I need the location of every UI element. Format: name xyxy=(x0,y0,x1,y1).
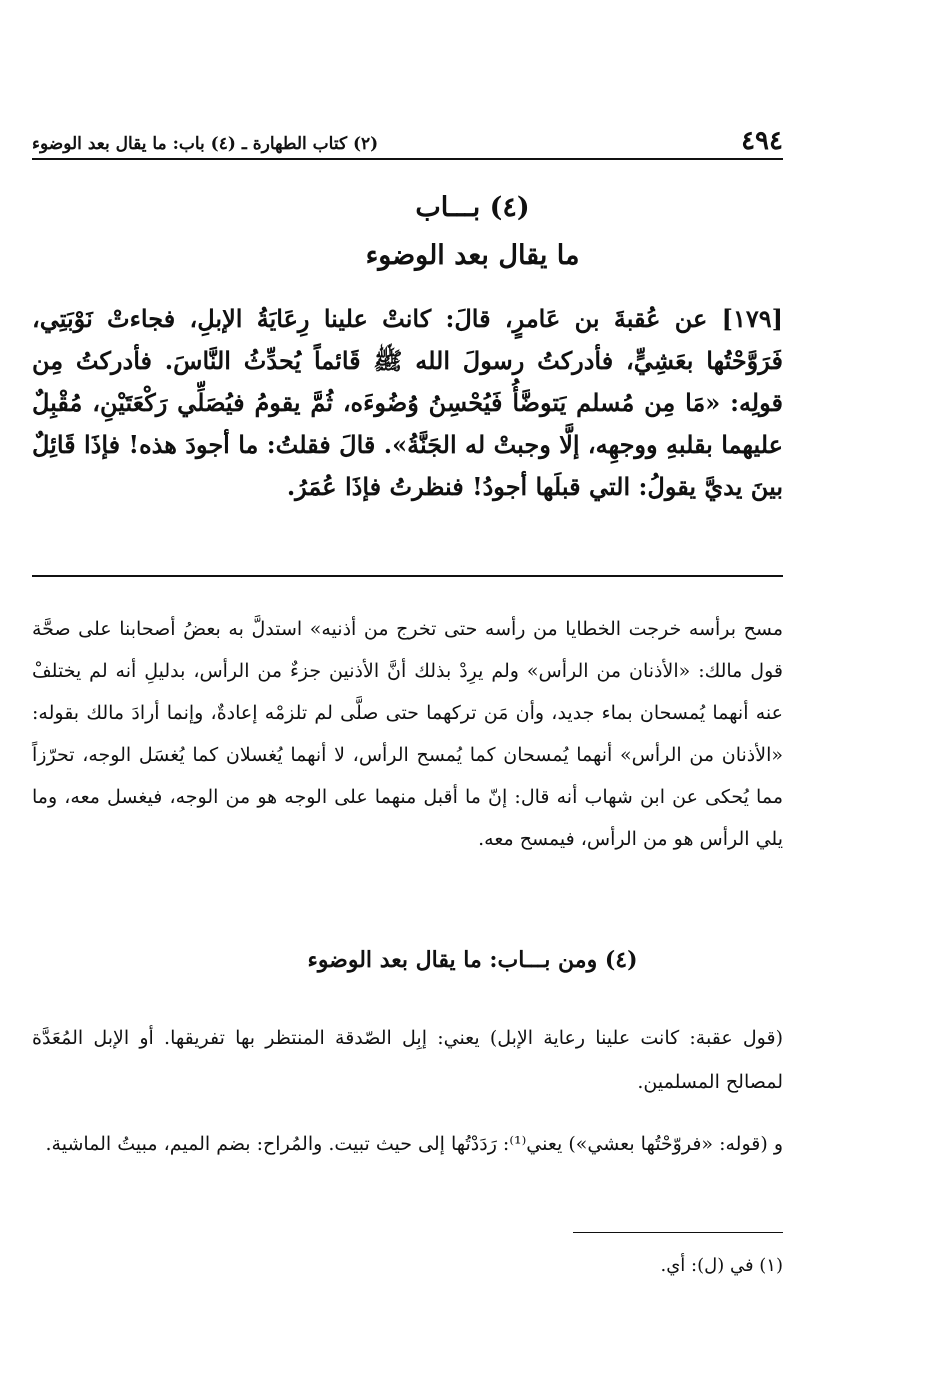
hadith-text: [١٧٩] عن عُقبةَ بن عَامرٍ، قالَ: كانتْ علينا رِعَايَةُ الإبلِ، فجاءتْ نَوْبَتِي، فَرَوَّحْتُها بعَشِيٍّ، فأدركتُ رسولَ الله ﷺ قَائماً يُحدِّثُ النَّاسَ. فأدركتُ مِن قولِه: «مَا مِن مُسلم يَتوضَّأُ فَيُحْسِنُ وُضُوءَه، ثُمَّ يقومُ فيُصَلِّي رَكْعَتَيْنِ، مُقْبِلٌ عليهما بقلبهِ ووجهِه، إلَّا وجبتْ له الجَنَّةُ». قالَ فقلتُ: ما أجودَ هذه! فإذَا قَائِلٌ بينَ يديَّ يقولُ: التي قبلَها أجودُ! فنظرتُ فإذَا عُمَرُ. xyxy=(32,304,783,501)
commentary-text: مسح برأسه خرجت الخطايا من رأسه حتى تخرج من أذنيه» استدلَّ به بعضُ أصحابنا على صحَّة قول مالك: «الأذنان من الرأس» ولم يرِدْ بذلك أنَّ الأذنين جزءٌ من الرأس، بدليلِ أنه لم يختلفْ عنه أنهما يُمسحان بماء جديد، وأن مَن تركهما حتى صلَّى لم تلزمْه إعادةٌ، وإنما أرادَ مالك بقوله: «الأذنان من الرأس» أنهما يُمسحان كما يُمسح الرأس، لا أنهما يُغسلان كما يُغسَل الوجه، تحرّزاً مما يُحكى عن ابن شهاب أنه قال: إنّ ما أقبل منهما على الوجه هو من الوجه، فيغسل معه، وما يلي الرأس هو من الرأس، فيمسح معه. xyxy=(32,618,783,850)
chapter-number: (٤) بـــاب xyxy=(415,192,530,223)
footnote: (١) في (ل): أي. xyxy=(660,1255,783,1276)
page-number: ٤٩٤ xyxy=(741,126,783,156)
chapter-title: ما يقال بعد الوضوء xyxy=(365,240,580,271)
page-header xyxy=(32,118,783,160)
commentary-paragraph-1: (قول عقبة: كانت علينا رعاية الإبل) يعني: إبِل الصّدقة المنتظر بها تفريقها. أو الإبل المُعَدَّة لمصالح المسلمين. xyxy=(32,1027,783,1093)
footnote-divider xyxy=(573,1232,783,1233)
section-divider xyxy=(32,575,783,577)
running-head: (٢) كتاب الطهارة ـ (٤) باب: ما يقال بعد الوضوء xyxy=(32,134,379,154)
commentary-paragraph-2: و (قوله: «فروّحْتُها بعشي») يعني⁽¹⁾: رَدَدْتُها إلى حيث تبيت. والمُراح: بضم الميم، مبيتُ الماشية. xyxy=(45,1133,783,1155)
subsection-title: (٤) ومن بـــاب: ما يقال بعد الوضوء xyxy=(307,947,638,973)
